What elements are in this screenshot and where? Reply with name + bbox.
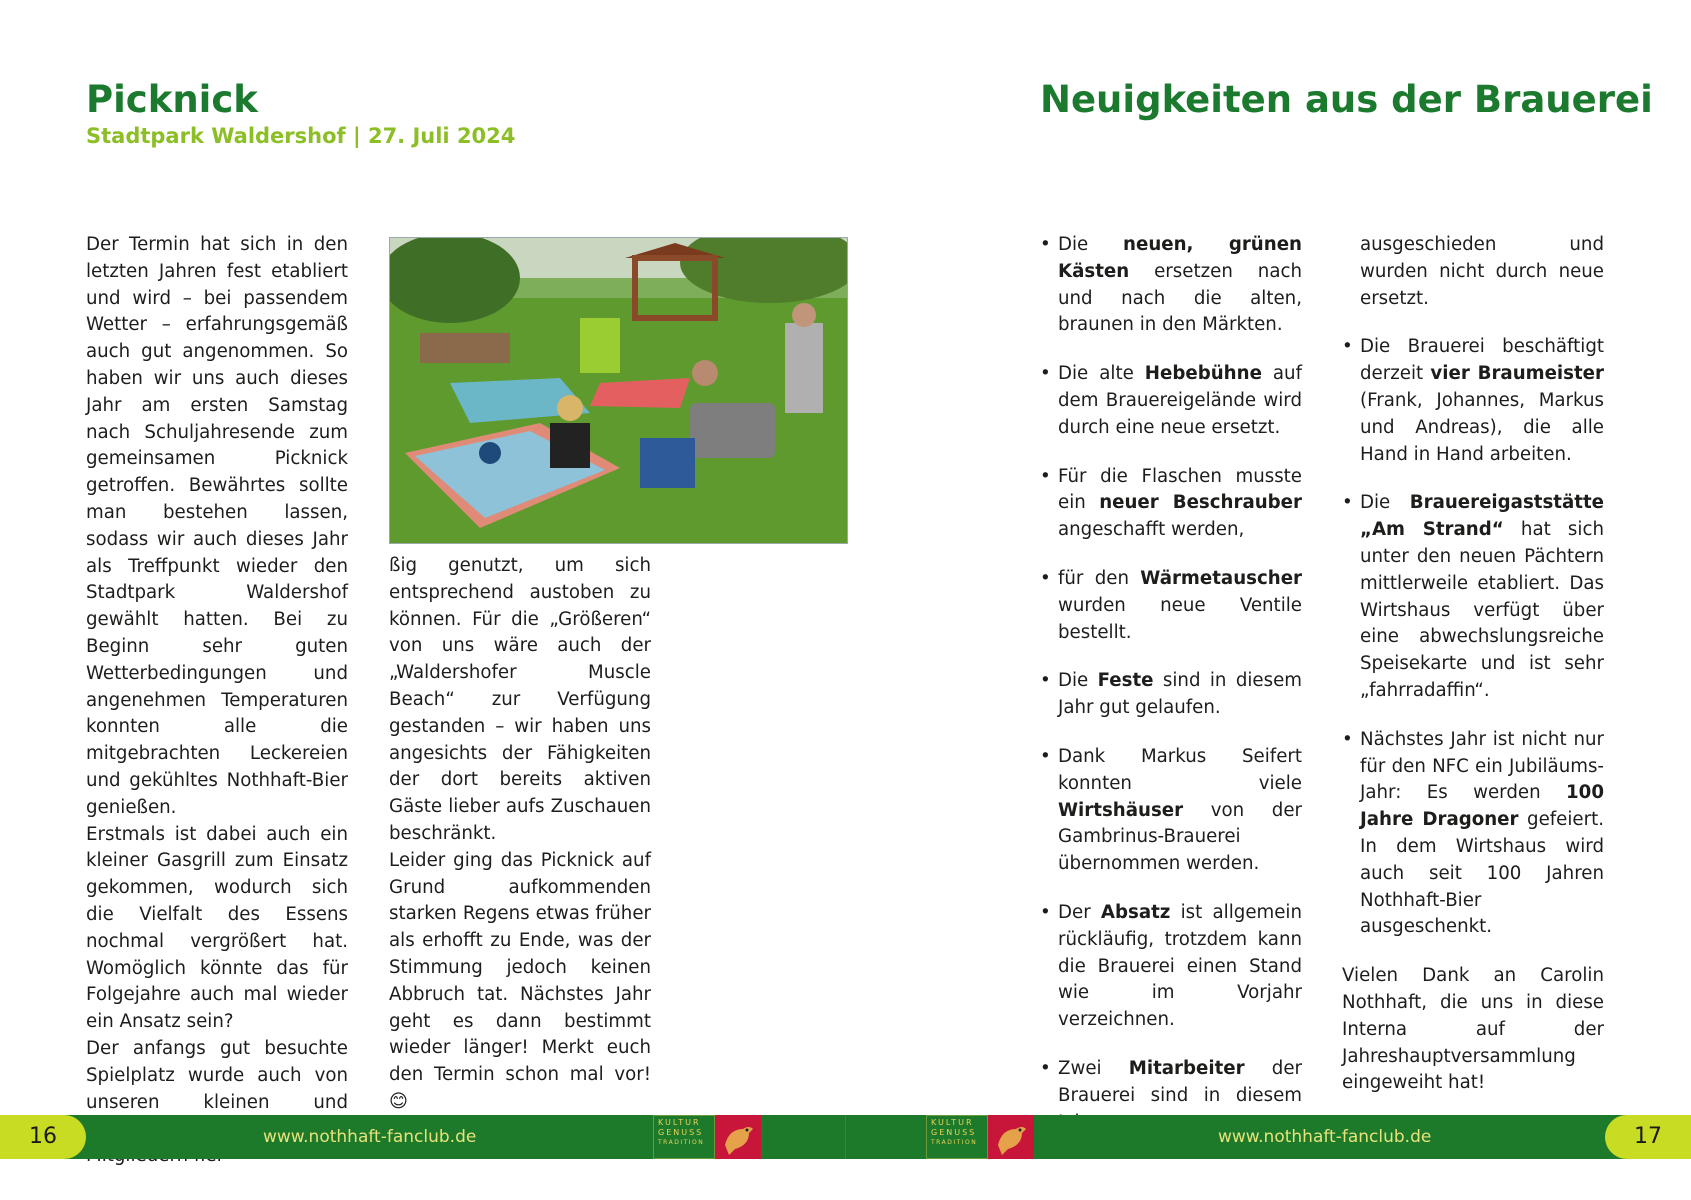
spine-divider	[845, 1115, 846, 1159]
news-item-highlight: Wirtshäuser	[1058, 799, 1184, 821]
page-number-left: 16	[0, 1115, 86, 1159]
logo-text	[926, 1115, 988, 1159]
news-list	[1040, 232, 1302, 1136]
logo-text	[653, 1115, 715, 1159]
news-item: • für den Wärmetauscher wurden neue Ventile bestellt.	[1040, 566, 1302, 646]
left-page-subtitle: Stadtpark Waldershof | 27. Juli 2024	[86, 124, 516, 148]
news-item: • Nächstes Jahr ist nicht nur für den NFC ein Jubiläums-Jahr: Es werden 100 Jahre Dragoner gefeiert. In dem Wirtshaus wird auch seit 100 Jahren Nothhaft-Bier ausgeschenkt.	[1342, 727, 1604, 941]
paragraph: ßig genutzt, um sich entsprechend austoben zu können. Für die „Größeren“ von uns wäre auch der „Waldershofer Muscle Beach“ zur Verfügung gestanden – wir haben uns angesichts der Fähigkeiten der dort bereits aktiven Gäste lieber aufs Zuschauen beschränkt.	[389, 555, 651, 844]
footer-url-left[interactable]: www.nothhaft-fanclub.de	[263, 1127, 477, 1147]
news-item: • Die Feste sind in diesem Jahr gut gelaufen.	[1040, 668, 1302, 722]
news-item-highlight: 100 Jahre Dragoner	[1360, 782, 1604, 831]
bird-icon	[715, 1115, 761, 1159]
news-item: • Die alte Hebebühne auf dem Brauereigelände wird durch eine neue ersetzt.	[1040, 361, 1302, 441]
news-item: • Die neuen, grünen Kästen ersetzen nach und nach die alten, braunen in den Märkten.	[1040, 232, 1302, 339]
news-item-highlight: Feste	[1097, 670, 1154, 692]
paragraph: Erstmals ist dabei auch ein kleiner Gasgrill zum Einsatz gekommen, wodurch sich die Vielfalt des Essens nochmal vergrößert hat. Womöglich könnte das für Folgejahre auch mal wieder ein Ansatz sein?	[86, 823, 348, 1033]
right-column-2	[1342, 232, 1604, 1146]
paragraph: Der Termin hat sich in den letzten Jahren fest etabliert und wird – bei passendem Wetter – erfahrungsgemäß auch gut angenommen. So haben wir uns auch dieses Jahr am ersten Samstag nach Schuljahresende zum gemeinsamen Picknick getroffen. Bewährtes sollte man bestehen lassen, sodass wir auch dieses Jahr als Treffpunkt wieder den Stadtpark Waldershof gewählt hatten. Bei zu Beginn sehr guten Wetterbedingungen und angenehmen Temperaturen konnten alle die mitgebrachten Leckereien und gekühltes Nothhaft-Bier genießen.	[86, 234, 348, 818]
news-item-highlight: neuer Beschrauber	[1099, 492, 1302, 514]
news-item: • Die Brauereigaststätte „Am Strand“ hat sich unter den neuen Pächtern mittlerweile etabliert. Das Wirtshaus verfügt über eine abwechslungsreiche Speisekarte und ist sehr „fahrradaffin“.	[1342, 490, 1604, 704]
logo-line: KULTUR	[658, 1118, 701, 1127]
right-column-1	[1040, 232, 1302, 1158]
paragraph: Der anfangs gut besuchte Spielplatz wurde auch von unseren kleinen und	[86, 1037, 348, 1113]
logo-line: TRADITION	[658, 1139, 705, 1146]
news-item-highlight: vier Braumeister	[1430, 363, 1604, 385]
page-number-right: 17	[1605, 1115, 1691, 1159]
news-item-highlight: neuen, grünen Kästen	[1058, 234, 1302, 282]
picnic-photo	[389, 237, 848, 544]
paragraph: ausgeschieden und wurden nicht durch neue ersetzt.	[1360, 234, 1604, 309]
news-item: • Der Absatz ist allgemein rückläufig, trotzdem kann die Brauerei einen Stand wie im Vorjahr verzeichnen.	[1040, 900, 1302, 1034]
news-item: • Dank Markus Seifert konnten viele Wirtshäuser von der Gambrinus-Brauerei übernommen werden.	[1040, 744, 1302, 878]
left-column-2	[389, 553, 651, 1143]
kultur-genuss-tradition-logo-right	[926, 1115, 1034, 1159]
thanks-paragraph: Vielen Dank an Carolin Nothhaft, die uns in diese Interna auf der Jahreshauptversammlung eingeweiht hat!	[1342, 965, 1604, 1094]
logo-line: KULTUR	[931, 1118, 974, 1127]
news-item-highlight: Hebebühne	[1144, 363, 1262, 385]
kultur-genuss-tradition-logo-left	[653, 1115, 761, 1159]
news-list	[1342, 334, 1604, 941]
news-item: • Für die Flaschen musste ein neuer Beschrauber angeschafft werden,	[1040, 464, 1302, 544]
news-item: • Die Brauerei beschäftigt derzeit vier Braumeister (Frank, Johannes, Markus und Andreas), die alle Hand in Hand arbeiten.	[1342, 334, 1604, 468]
news-item: • Zwei Mitarbeiter der Brauerei sind in diesem	[1040, 1056, 1302, 1136]
logo-line: GENUSS	[931, 1128, 977, 1137]
paragraph: Leider ging das Picknick auf Grund aufkommenden starken Regens etwas früher als erhofft zu Ende, was der Stimmung jedoch keinen Abbruch tat. Nächstes Jahr geht es dann bestimmt wieder länger! Merkt euch den Termin schon mal vor! 😊	[389, 849, 651, 1112]
footer-url-right[interactable]: www.nothhaft-fanclub.de	[1218, 1127, 1432, 1147]
right-page-title: Neuigkeiten aus der Brauerei	[1040, 78, 1653, 121]
left-column-1	[86, 232, 348, 1170]
picnic-photo-illustration	[390, 238, 847, 543]
left-page-title: Picknick	[86, 78, 258, 121]
bird-icon	[988, 1115, 1034, 1159]
logo-line: TRADITION	[931, 1139, 978, 1146]
news-item-highlight: Wärmetauscher	[1140, 567, 1302, 589]
news-item-highlight: Brauereigaststätte „Am Strand“	[1360, 492, 1604, 541]
logo-line: GENUSS	[658, 1128, 704, 1137]
news-item-highlight: Absatz	[1100, 901, 1171, 923]
news-item-highlight: Mitarbeiter	[1128, 1057, 1245, 1079]
